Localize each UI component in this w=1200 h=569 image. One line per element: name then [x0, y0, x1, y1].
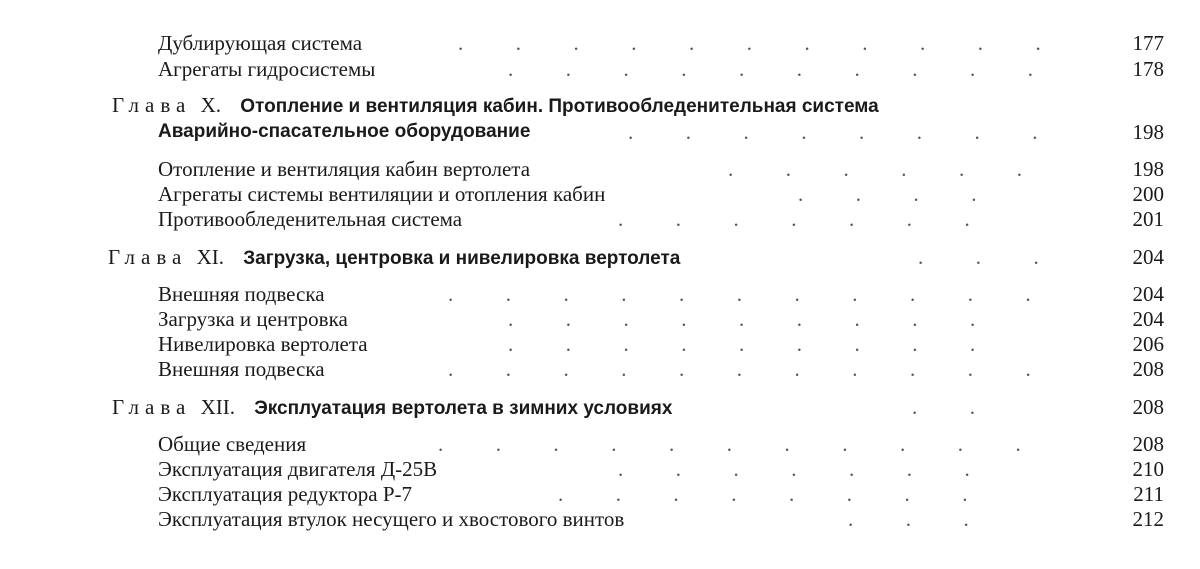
toc-entry-title: Общие сведения	[158, 432, 307, 456]
chapter-label: Глава	[112, 395, 192, 419]
chapter-number: X.	[200, 93, 221, 117]
chapter-number: XII.	[200, 395, 235, 419]
toc-entry-title: Эксплуатация втулок несущего и хвостового винтов	[158, 507, 625, 531]
toc-entry-title: Внешняя подвеска	[158, 282, 325, 306]
toc-entry-title: Противообледенительная система	[158, 207, 463, 231]
leader-dots: . . . . . . . . . . .	[438, 432, 1021, 456]
chapter-number: XI.	[196, 245, 224, 269]
toc-entry	[158, 506, 1164, 532]
toc-entry	[158, 281, 1164, 307]
toc-page-number: 206	[1132, 332, 1164, 356]
leader-dots: . . . . . . . .	[628, 120, 1038, 144]
toc-page-number: 211	[1133, 482, 1164, 506]
leader-dots: . .	[912, 395, 975, 419]
chapter-title: Отопление и вентиляция кабин. Противообледенительная система	[240, 96, 879, 117]
toc-page-number: 204	[1132, 245, 1164, 269]
toc-entry-title: Загрузка и центровка	[158, 307, 348, 331]
chapter-title-continuation: Аварийно-спасательное оборудование	[158, 121, 531, 142]
toc-chapter-heading	[108, 244, 1164, 270]
toc-page-number: 200	[1132, 182, 1164, 206]
toc-entry	[158, 56, 1164, 82]
toc-page-number: 198	[1132, 157, 1164, 181]
toc-page-number: 208	[1132, 395, 1164, 419]
toc-page-number: 210	[1132, 457, 1164, 481]
leader-dots: . . . . . . . . . . .	[448, 282, 1031, 306]
leader-dots: . . . . . .	[728, 157, 1022, 181]
toc-entry	[158, 30, 1164, 56]
toc-page-number: 177	[1132, 31, 1164, 55]
toc-chapter-heading	[112, 92, 1164, 118]
chapter-label: Глава	[108, 245, 188, 269]
leader-dots: . . . . . . .	[618, 457, 970, 481]
leader-dots: . . . . . . . . . . .	[448, 357, 1031, 381]
toc-page-number: 208	[1132, 357, 1164, 381]
toc-page-number: 178	[1132, 57, 1164, 81]
chapter-label: Глава	[112, 93, 192, 117]
chapter-title: Эксплуатация вертолета в зимних условиях	[254, 398, 673, 419]
toc-entry	[158, 206, 1164, 232]
toc-entry	[158, 481, 1164, 507]
toc-entry	[158, 456, 1164, 482]
toc-entry-title: Агрегаты системы вентиляции и отопления кабин	[158, 182, 606, 206]
toc-entry	[158, 356, 1164, 382]
toc-page-number: 198	[1132, 120, 1164, 144]
toc-entry-title: Внешняя подвеска	[158, 357, 325, 381]
toc-entry	[158, 306, 1164, 332]
toc-entry-title: Отопление и вентиляция кабин вертолета	[158, 157, 531, 181]
toc-chapter-heading	[112, 394, 1164, 420]
leader-dots: . . . . . . . . .	[508, 307, 976, 331]
leader-dots: . . . . . . . . . . .	[458, 31, 1041, 55]
toc-page-number: 204	[1132, 307, 1164, 331]
toc-entry	[158, 431, 1164, 457]
toc-page-number: 204	[1132, 282, 1164, 306]
toc-page-number: 201	[1132, 207, 1164, 231]
toc-chapter-heading-continuation	[158, 119, 1164, 145]
leader-dots: . . . .	[798, 182, 977, 206]
leader-dots: . . .	[918, 245, 1039, 269]
leader-dots: . . . . . . . . .	[508, 332, 976, 356]
leader-dots: . . . . . . . .	[558, 482, 968, 506]
toc-entry-title: Дублирующая система	[158, 31, 363, 55]
toc-entry-title: Агрегаты гидросистемы	[158, 57, 376, 81]
chapter-title: Загрузка, центровка и нивелировка вертолета	[243, 248, 681, 269]
toc-page-number: 208	[1132, 432, 1164, 456]
toc-entry-title: Нивелировка вертолета	[158, 332, 368, 356]
toc-entry	[158, 331, 1164, 357]
leader-dots: . . . . . . . . . .	[508, 57, 1033, 81]
toc-entry	[158, 181, 1164, 207]
leader-dots: . . . . . . .	[618, 207, 970, 231]
toc-entry-title: Эксплуатация двигателя Д-25В	[158, 457, 438, 481]
toc-page-number: 212	[1132, 507, 1164, 531]
leader-dots: . . .	[848, 507, 969, 531]
toc-entry-title: Эксплуатация редуктора Р-7	[158, 482, 413, 506]
toc-entry	[158, 156, 1164, 182]
